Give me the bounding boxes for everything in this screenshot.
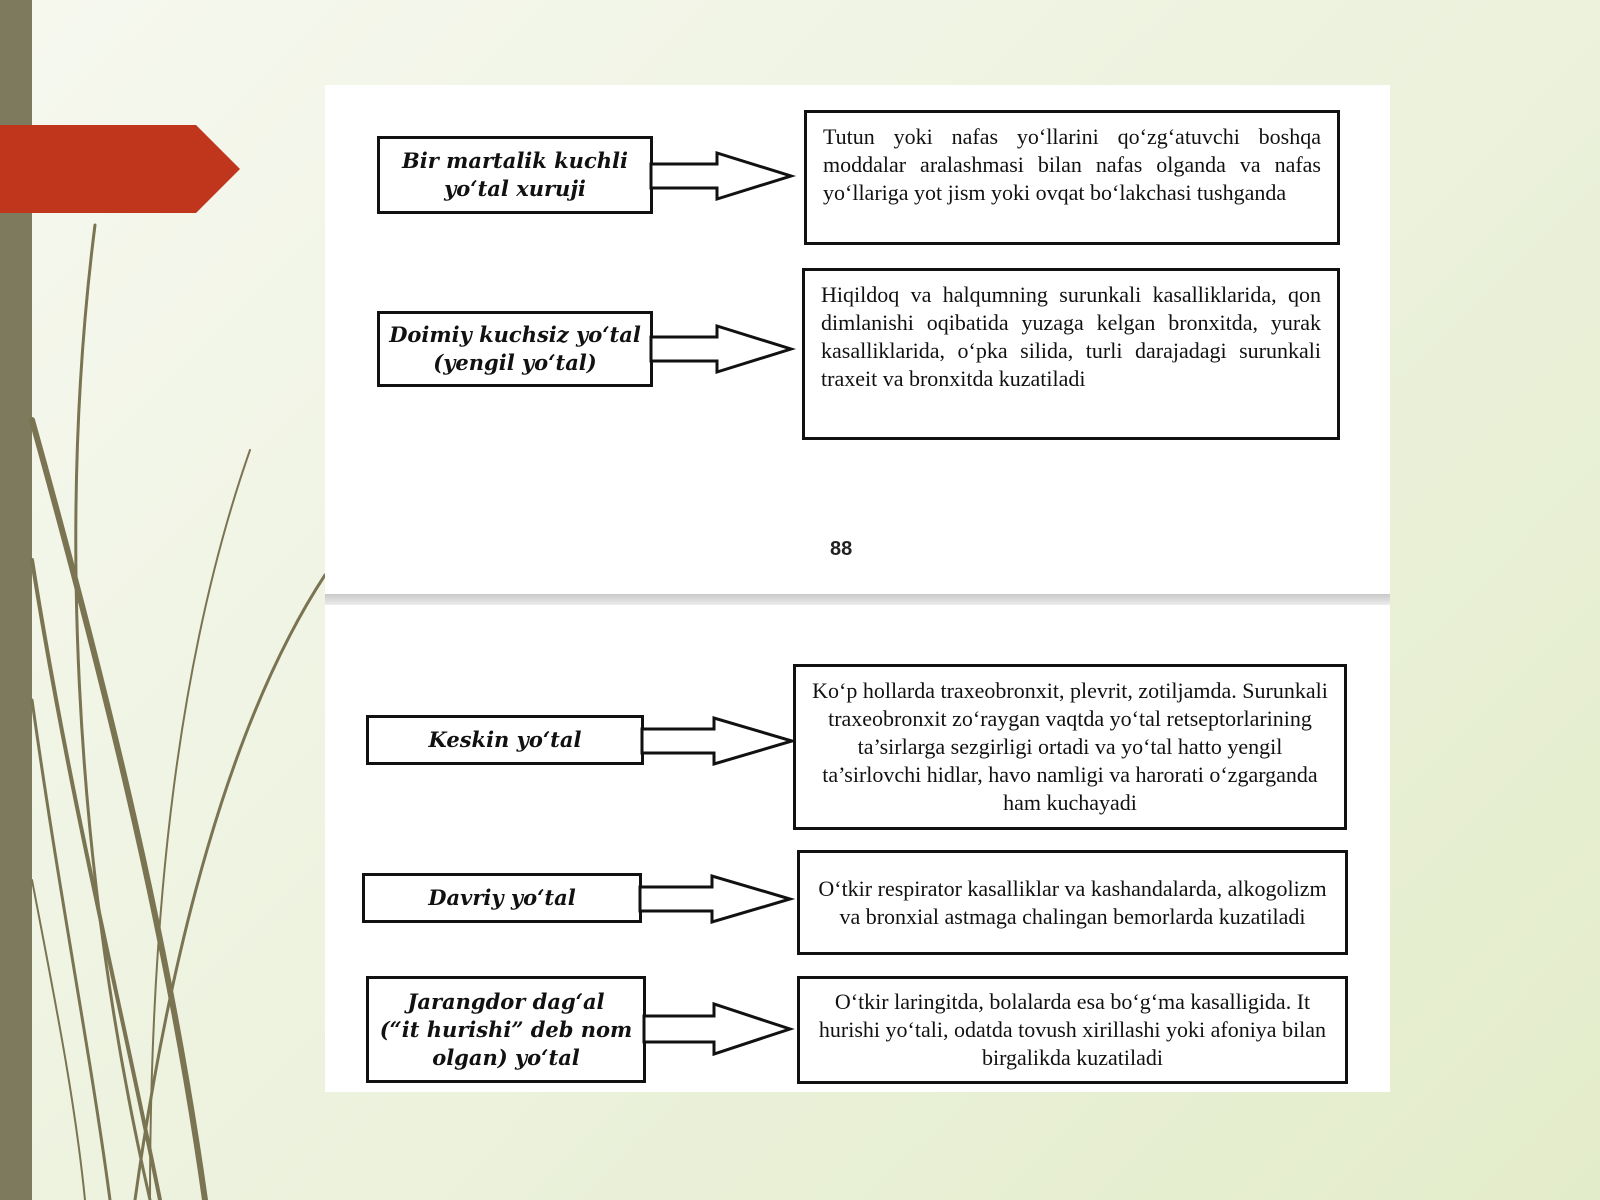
arrow-icon: [642, 716, 794, 766]
cough-type-label-sharp: Keskin yo‘tal: [366, 715, 644, 765]
arrow-icon: [651, 151, 793, 201]
cough-type-label-constant-weak: Doimiy kuchsiz yo‘tal (yengil yo‘tal): [377, 311, 653, 387]
cough-description-barking: O‘tkir laringitda, bolalarda esa bo‘g‘ma kasalligida. It hurishi yo‘tali, odatda tovush xirillashi yoki afoniya bilan birgalikda kuzatiladi: [797, 976, 1348, 1084]
arrow-icon: [651, 324, 793, 374]
cough-type-label-periodic: Davriy yo‘tal: [362, 873, 642, 923]
red-arrow-tab: [0, 125, 240, 213]
cough-type-label-single-strong: Bir martalik kuchli yo‘tal xuruji: [377, 136, 653, 214]
arrow-icon: [644, 1002, 792, 1056]
cough-description-sharp: Ko‘p hollarda traxeobronxit, plevrit, zotiljamda. Surunkali traxeobronxit zo‘raygan vaqtda yo‘tal retseptorlarining ta’sirlarga sezgirligi ortadi va yo‘tal hatto yengil ta’sirlovchi hidlar, havo namligi va harorati o‘zgarganda ham kuchayadi: [793, 664, 1347, 830]
arrow-icon: [640, 874, 792, 924]
cough-description-periodic: O‘tkir respirator kasalliklar va kashandalarda, alkogolizm va bronxial astmaga chalingan bemorlarda kuzatiladi: [797, 850, 1348, 955]
cough-type-label-barking: Jarangdor dag‘al (“it hurishi” deb nom olgan) yo‘tal: [366, 976, 646, 1083]
page-number: 88: [830, 538, 853, 560]
cough-description-single-strong: Tutun yoki nafas yo‘llarini qo‘zg‘atuvchi boshqa moddalar aralashmasi bilan nafas olganda va nafas yo‘llariga yot jism yoki ovqat bo‘lakchasi tushganda: [804, 110, 1340, 245]
cough-description-constant-weak: Hiqildoq va halqumning surunkali kasalliklarida, qon dimlanishi oqibatida yuzaga kelgan bronxitda, yurak kasalliklarida, o‘pka silida, turli darajadagi surunkali traxeit va bronxitda kuzatiladi: [802, 268, 1340, 440]
